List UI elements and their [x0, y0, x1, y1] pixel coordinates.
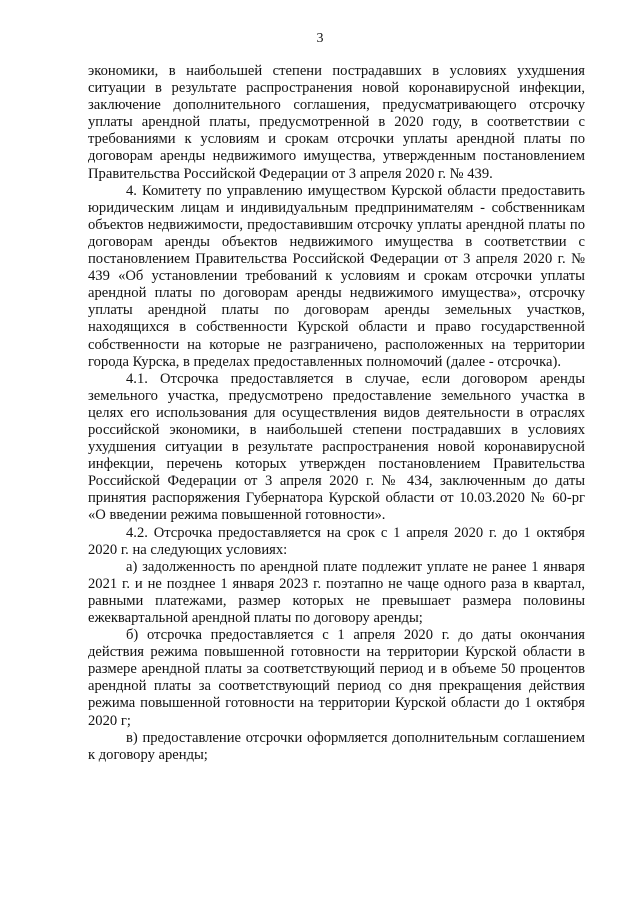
document-body — [88, 63, 585, 764]
paragraph-item-4-2: 4.2. Отсрочка предоставляется на срок с 1 апреля 2020 г. до 1 октября 2020 г. на следующих условиях: — [88, 524, 585, 558]
page-number: 3 — [316, 31, 324, 46]
paragraph-item-4: 4. Комитету по управлению имуществом Курской области предоставить юридическим лицам и индивидуальным предпринимателям - собственникам объектов недвижимости, предоставившим отсрочку уплаты арендной платы по договорам аренды объектов недвижимого имущества в соответствии с постановлением Правительства Российской Федерации от 3 апреля 2020 г. № 439 «Об установлении требований к условиям и срокам отсрочки уплаты арендной платы по договорам аренды недвижимого имущества», отсрочку уплаты арендной платы по договорам аренды земельных участков, находящихся в собственности Курской области и право государственной собственности на которые не разграничено, расположенных на территории города Курска, в пределах предоставленных полномочий (далее - отсрочка). — [88, 182, 585, 370]
paragraph-continuation: экономики, в наибольшей степени пострадавших в условиях ухудшения ситуации в результате распространения новой коронавирусной инфекции, заключение дополнительного соглашения, предусматривающего отсрочку уплаты арендной платы, предусмотренной в 2020 году, в соответствии с требованиями к условиям и срокам отсрочки уплаты арендной платы по договорам аренды недвижимого имущества, утвержденным постановлением Правительства Российской Федерации от 3 апреля 2020 г. № 439. — [88, 63, 585, 182]
paragraph-subitem-v: в) предоставление отсрочки оформляется дополнительным соглашением к договору аренды; — [88, 729, 585, 763]
paragraph-item-4-1: 4.1. Отсрочка предоставляется в случае, если договором аренды земельного участка, предусмотрено предоставление земельного участка в целях его использования для осуществления видов деятельности в отраслях российской экономики, в наибольшей степени пострадавших в условиях ухудшения ситуации в результате распространения новой коронавирусной инфекции, перечень которых утвержден постановлением Правительства Российской Федерации от 3 апреля 2020 г. № 434, заключенным до даты принятия распоряжения Губернатора Курской области от 10.03.2020 № 60-рг «О введении режима повышенной готовности». — [88, 370, 585, 524]
paragraph-subitem-b: б) отсрочка предоставляется с 1 апреля 2020 г. до даты окончания действия режима повышенной готовности на территории Курской области в размере арендной платы за соответствующий период и в объеме 50 процентов арендной платы за соответствующий период со дня прекращения действия режима повышенной готовности на территории Курской области до 1 октября 2020 г; — [88, 627, 585, 729]
paragraph-subitem-a: а) задолженность по арендной плате подлежит уплате не ранее 1 января 2021 г. и не позднее 1 января 2023 г. поэтапно не чаще одного раза в квартал, равными платежами, размер которых не превышает размера половины ежеквартальной арендной платы по договору аренды; — [88, 558, 585, 626]
